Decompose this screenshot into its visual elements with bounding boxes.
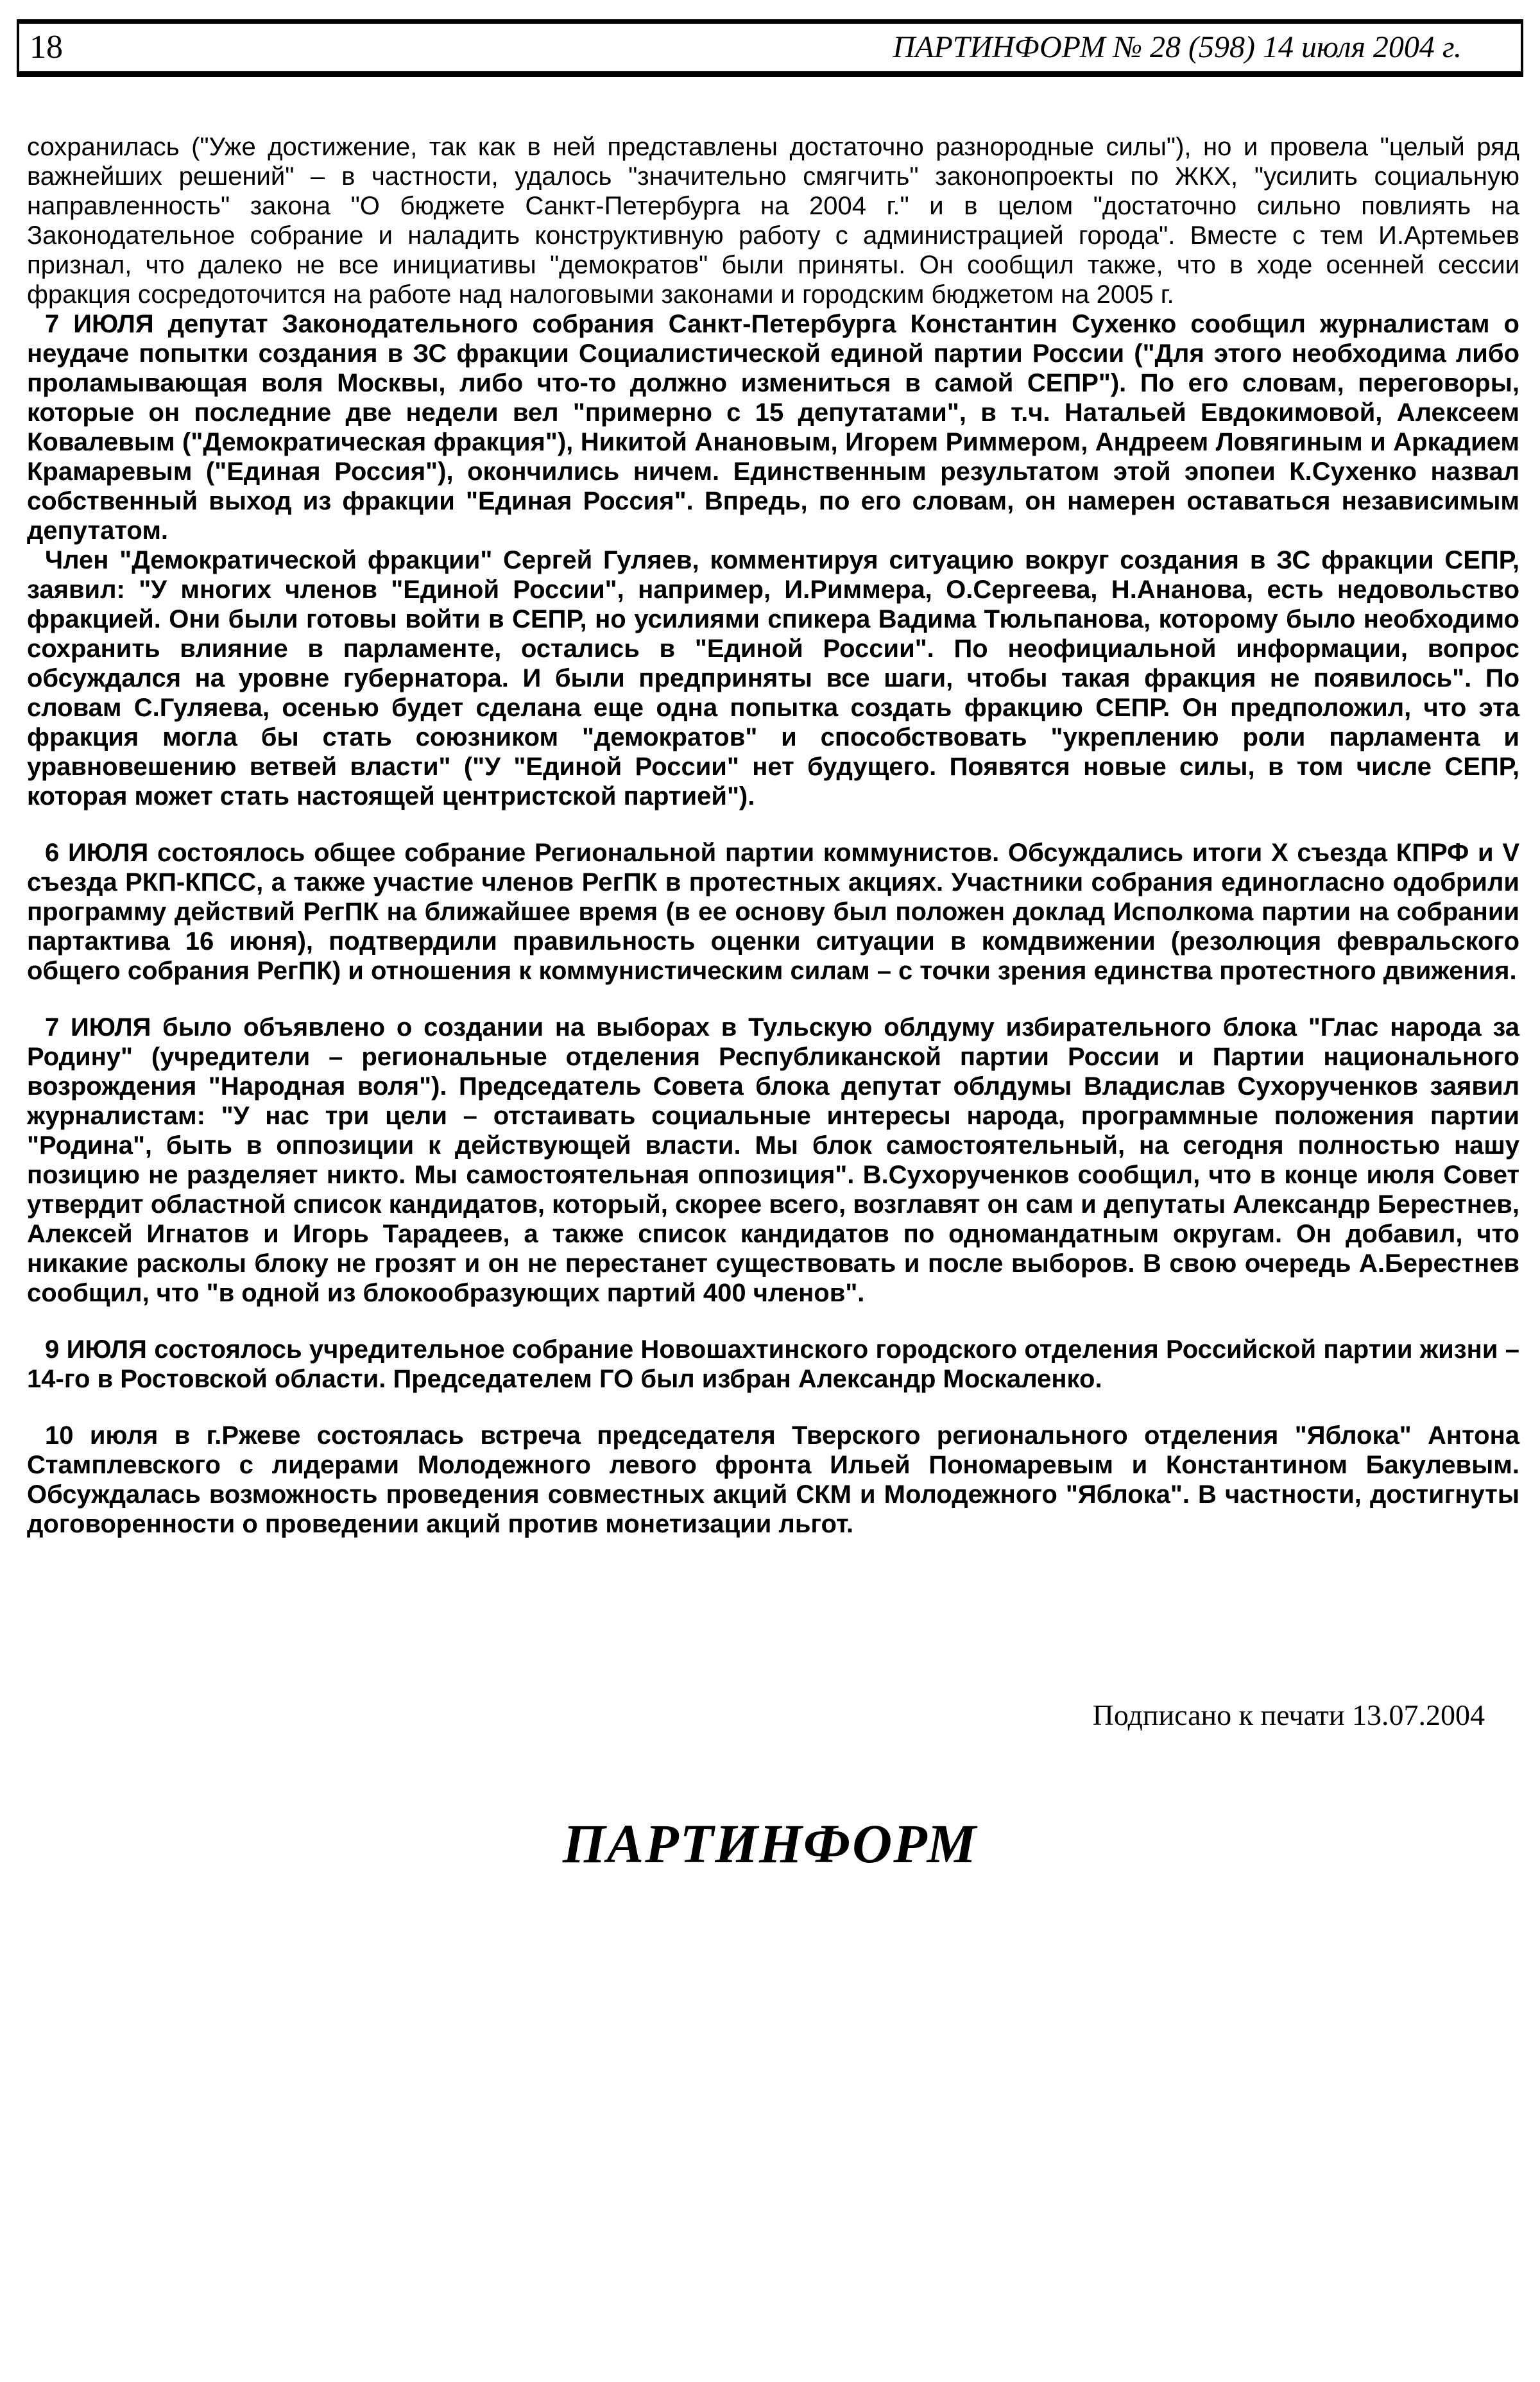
paragraph: 9 ИЮЛЯ состоялось учредительное собрание Новошахтинского городского отделения Российской партии жизни – 14-го в Ростовской области. Председателем ГО был избран Александр Москаленко. <box>27 1335 1519 1393</box>
paragraph: 7 ИЮЛЯ депутат Законодательного собрания Санкт-Петербурга Константин Сухенко сообщил журналистам о неудаче попытки создания в ЗС фракции Социалистической единой партии России ("Для этого необходима либо проламывающая воля Москвы, либо что-то должно измениться в самой СЕПР"). По его словам, переговоры, которые он последние две недели вел "примерно с 15 депутатами", в т.ч. Натальей Евдокимовой, Алексеем Ковалевым ("Демократическая фракция"), Никитой Анановым, Игорем Риммером, Андреем Ловягиным и Аркадием Крамаревым ("Единая Россия"), окончились ничем. Единственным результатом этой эпопеи К.Сухенко назвал собственный выход из фракции "Единая Россия". Впредь, по его словам, он намерен оставаться независимым депутатом. <box>27 310 1519 545</box>
paragraph: сохранилась ("Уже достижение, так как в ней представлены достаточно разнородные силы"), но и провела "целый ряд важнейших решений" – в частности, удалось "значительно смягчить" законопроекты по ЖКХ, "усилить социальную направленность" закона "О бюджете Санкт-Петербурга на 2004 г." и в целом "достаточно сильно повлиять на Законодательное собрание и наладить конструктивную работу с администрацией города". Вместе с тем И.Артемьев признал, что далеко не все инициативы "демократов" были приняты. Он сообщил также, что в ходе осенней сессии фракция сосредоточится на работе над налоговыми законами и городским бюджетом на 2005 г. <box>27 133 1519 309</box>
paragraph: 6 ИЮЛЯ состоялось общее собрание Региональной партии коммунистов. Обсуждались итоги X съезда КПРФ и V съезда РКП-КПСС, а также участие членов РегПК в протестных акциях. Участники собрания единогласно одобрили программу действий РегПК на ближайшее время (в ее основу был положен доклад Исполкома партии на собрании партактива 16 июня), подтвердили правильность оценки ситуации в комдвижении (резолюция февральского общего собрания РегПК) и отношения к коммунистическим силам – с точки зрения единства протестного движения. <box>27 839 1519 985</box>
paragraph: Член "Демократической фракции" Сергей Гуляев, комментируя ситуацию вокруг создания в ЗС фракции СЕПР, заявил: "У многих членов "Единой России", например, И.Риммера, О.Сергеева, Н.Ананова, есть недовольство фракцией. Они были готовы войти в СЕПР, но усилиями спикера Вадима Тюльпанова, которому было необходимо сохранить влияние в парламенте, остались в "Единой России". По неофициальной информации, вопрос обсуждался на уровне губернатора. И были предприняты все шаги, чтобы такая фракция не появилось". По словам С.Гуляева, осенью будет сделана еще одна попытка создать фракцию СЕПР. Он предположил, что эта фракция могла бы стать союзником "демократов" и способствовать "укреплению роли парламента и уравновешению ветвей власти" ("У "Единой России" нет будущего. Появятся новые силы, в том числе СЕПР, которая может стать настоящей центристской партией"). <box>27 546 1519 810</box>
partinform-logo: ПАРТИНФОРМ <box>562 1813 978 1874</box>
body-text <box>27 132 1519 1539</box>
newsletter-header-title: ПАРТИНФОРМ № 28 (598) 14 июля 2004 г. <box>893 30 1462 64</box>
paragraph: 7 ИЮЛЯ было объявлено о создании на выборах в Тульскую облдуму избирательного блока "Глас народа за Родину" (учредители – региональные отделения Республиканской партии России и Партии национального возрождения "Народная воля"). Председатель Совета блока депутат облдумы Владислав Сухорученков заявил журналистам: "У нас три цели – отстаивать социальные интересы народа, программные положения партии "Родина", быть в оппозиции к действующей власти. Мы блок самостоятельный, на сегодня полностью нашу позицию не разделяет никто. Мы самостоятельная оппозиция". В.Сухорученков сообщил, что в конце июля Совет утвердит областной список кандидатов, который, скорее всего, возглавят он сам и депутаты Александр Берестнев, Алексей Игнатов и Игорь Тарадеев, а также список кандидатов по одномандатным округам. Он добавил, что никакие расколы блоку не грозят и он не перестанет существовать и после выборов. В свою очередь А.Берестнев сообщил, что "в одной из блокообразующих партий 400 членов". <box>27 1013 1519 1307</box>
signed-to-print-note: Подписано к печати 13.07.2004 <box>1092 1699 1485 1731</box>
running-header <box>17 19 1523 77</box>
paragraph: 10 июля в г.Ржеве состоялась встреча председателя Тверского регионального отделения "Яблока" Антона Стамплевского с лидерами Молодежного левого фронта Ильей Пономаревым и Константином Бакулевым. Обсуждалась возможность проведения совместных акций СКМ и Молодежного "Яблока". В частности, достигнуты договоренности о проведении акций против монетизации льгот. <box>27 1421 1519 1538</box>
page-number: 18 <box>30 29 63 65</box>
